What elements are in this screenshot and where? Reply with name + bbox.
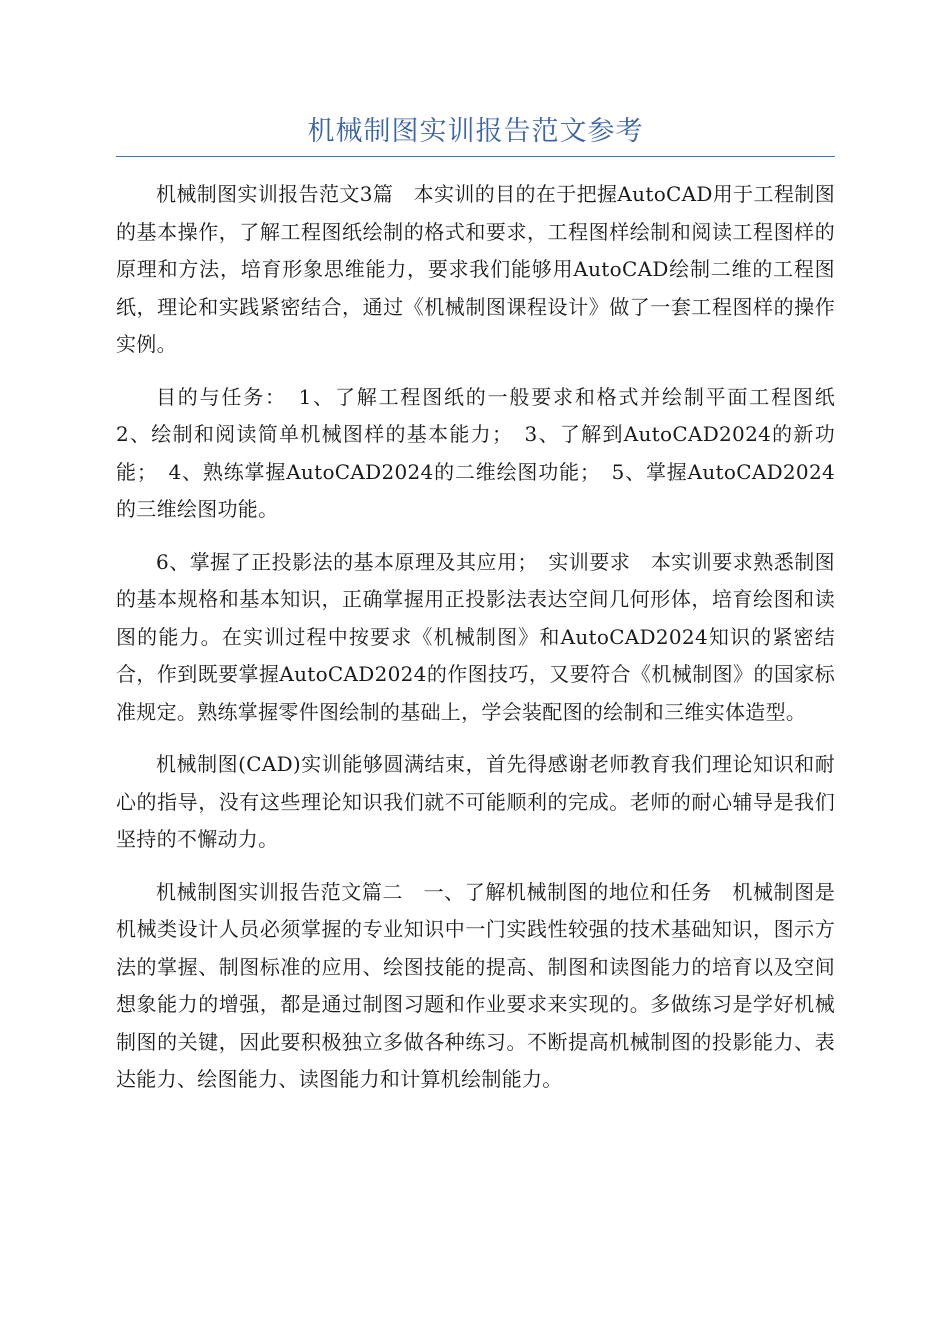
paragraph-3: 6、掌握了正投影法的基本原理及其应用； 实训要求 本实训要求熟悉制图的基本规格和基本知识，正确掌握用正投影法表达空间几何形体，培育绘图和读图的能力。在实训过程中按要求《机械制图》和AutoCAD2024知识的紧密结合，作到既要掌握AutoCAD2024的作图技巧，又要符合《机械制图》的国家标准规定。熟练掌握零件图绘制的基础上，学会装配图的绘制和三维实体造型。: [116, 549, 835, 724]
title-block: [116, 112, 835, 157]
paragraph-5: 机械制图实训报告范文篇二 一、了解机械制图的地位和任务 机械制图是机械类设计人员必须掌握的专业知识中一门实践性较强的技术基础知识，图示方法的掌握、制图标准的应用、绘图技能的提高、制图和读图能力的培育以及空间想象能力的增强，都是通过制图习题和作业要求来实现的。多做练习是学好机械制图的关键，因此要积极独立多做各种练习。不断提高机械制图的投影能力、表达能力、绘图能力、读图能力和计算机绘制能力。: [116, 879, 835, 1091]
document-body: [116, 176, 856, 1114]
paragraph-1: 机械制图实训报告范文3篇 本实训的目的在于把握AutoCAD用于工程制图的基本操作，了解工程图纸绘制的格式和要求，工程图样绘制和阅读工程图样的原理和方法，培育形象思维能力，要求我们能够用AutoCAD绘制二维的工程图纸，理论和实践紧密结合，通过《机械制图课程设计》做了一套工程图样的操作实例。: [116, 182, 835, 356]
paragraph-4: 机械制图(CAD)实训能够圆满结束，首先得感谢老师教育我们理论知识和耐心的指导，没有这些理论知识我们就不可能顺利的完成。老师的耐心辅导是我们坚持的不懈动力。: [116, 752, 835, 851]
paragraph-2: 目的与任务： 1、了解工程图纸的一般要求和格式并绘制平面工程图纸 2、绘制和阅读简单机械图样的基本能力； 3、了解到AutoCAD2024的新功能； 4、熟练掌握AutoCAD2024的二维绘图功能； 5、掌握AutoCAD2024的三维绘图功能。: [116, 384, 856, 521]
document-title: 机械制图实训报告范文参考: [307, 116, 644, 147]
